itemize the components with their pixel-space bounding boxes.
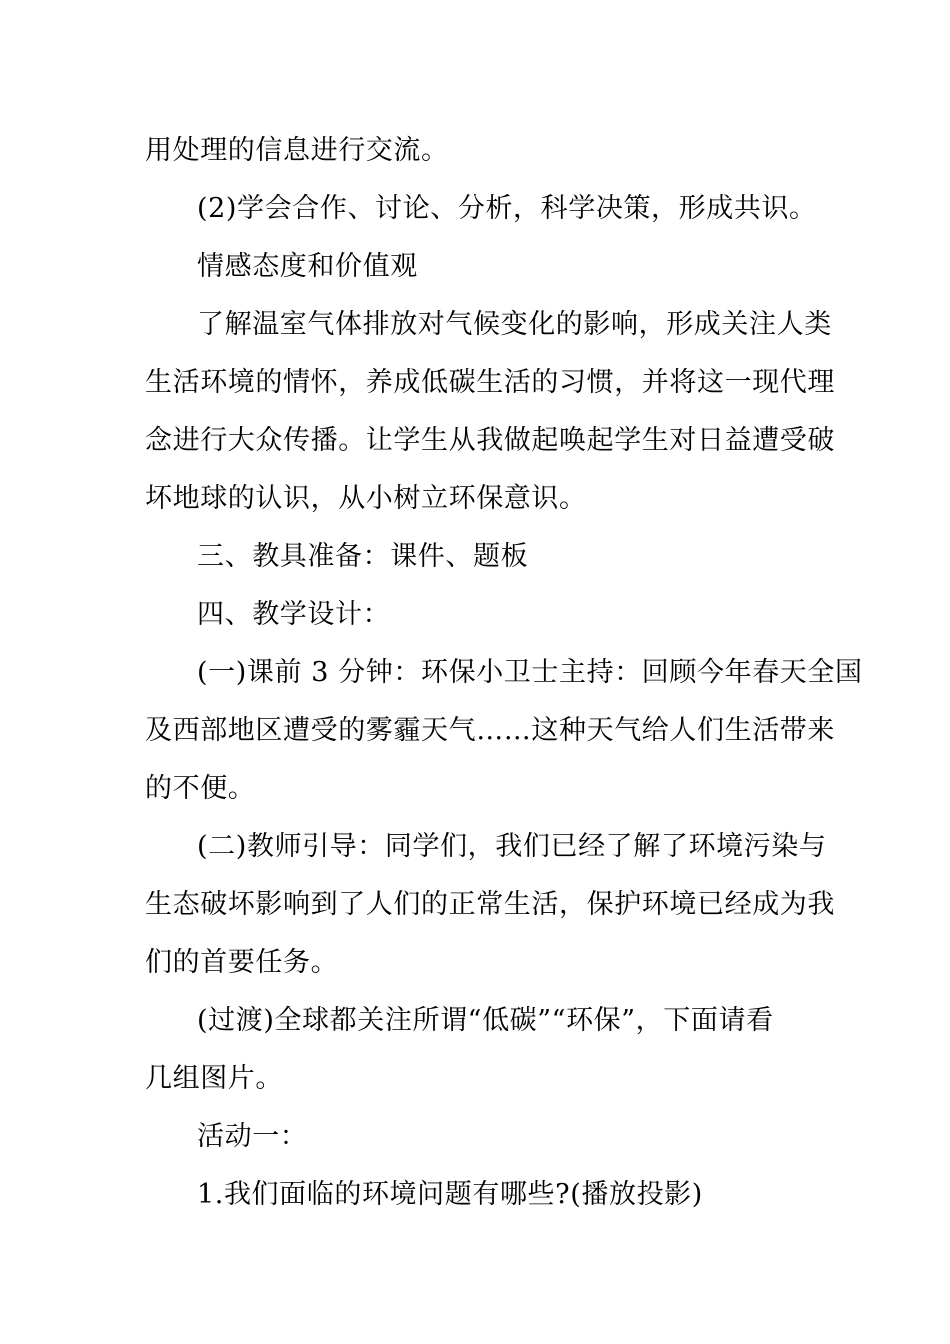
text-line: 生态破坏影响到了人们的正常生活，保护环境已经成为我 [145, 889, 835, 920]
text-line: 1.我们面临的环境问题有哪些?(播放投影) [197, 1179, 703, 1210]
text-line: (二)教师引导：同学们，我们已经了解了环境污染与 [197, 831, 827, 862]
text-line: 用处理的信息进行交流。 [145, 135, 449, 166]
text-line: (2)学会合作、讨论、分析，科学决策，形成共识。 [197, 193, 817, 224]
section-heading: 三、教具准备：课件、题板 [197, 541, 529, 572]
text-line: 念进行大众传播。让学生从我做起唤起学生对日益遭受破 [145, 425, 835, 456]
text-line: (一)课前 3 分钟：环保小卫士主持：回顾今年春天全国 [197, 657, 863, 688]
text-line: 的不便。 [145, 773, 256, 804]
section-heading: 活动一： [197, 1121, 308, 1152]
text-line: (过渡)全球都关注所谓“低碳”“环保”，下面请看 [197, 1005, 774, 1036]
text-line: 几组图片。 [145, 1063, 283, 1094]
text-line: 了解温室气体排放对气候变化的影响，形成关注人类 [197, 309, 832, 340]
text-line: 们的首要任务。 [145, 947, 339, 978]
section-heading: 情感态度和价值观 [197, 251, 418, 282]
section-heading: 四、教学设计： [197, 599, 391, 630]
text-line: 坏地球的认识，从小树立环保意识。 [145, 483, 587, 514]
text-line: 生活环境的情怀，养成低碳生活的习惯，并将这一现代理 [145, 367, 835, 398]
text-line: 及西部地区遭受的雾霾天气……这种天气给人们生活带来 [145, 715, 835, 746]
